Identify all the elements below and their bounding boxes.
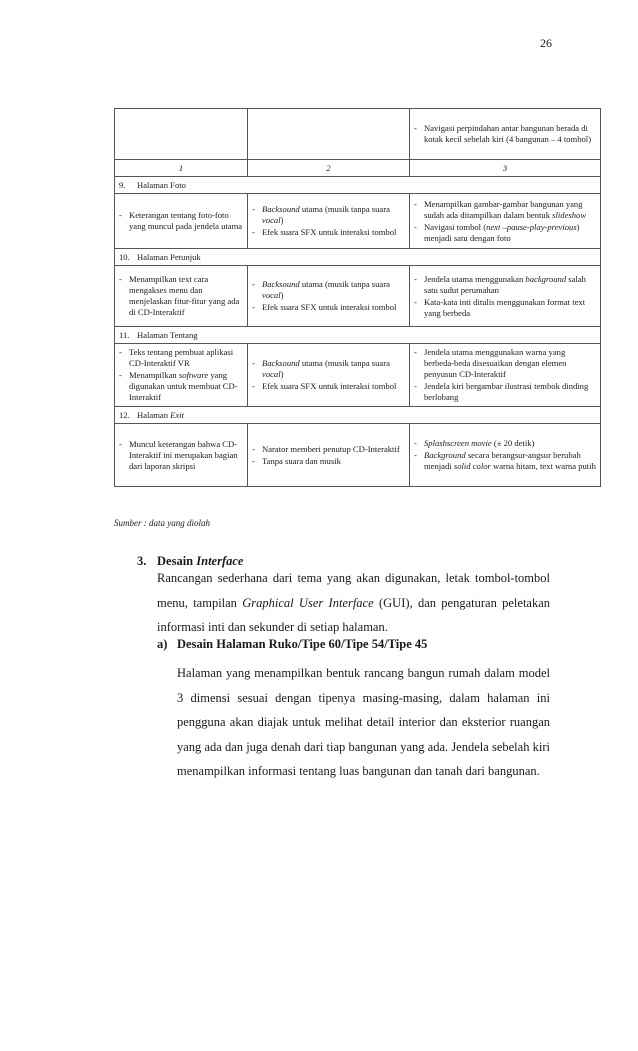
section-title-cell (115, 327, 601, 344)
bullet-item: - Backsound utama (musik tanpa suara vocal) (252, 358, 405, 380)
subsection-heading (157, 637, 427, 652)
subsection-paragraph: Halaman yang menampilkan bentuk rancang bangun rumah dalam model 3 dimensi sesuai dengan tipenya masing-masing, dalam halaman ini pengguna akan diajak untuk melihat detail interior dan eksterior ruangan yang ada dan juga denah dari tiap bangunan yang ada. Jendela sebelah kiri menampilkan informasi tentang luas bangunan dan tanah dari bangunan. (177, 666, 550, 778)
subsection-number: a) (157, 637, 168, 651)
table-cell (248, 424, 410, 487)
section-row (115, 177, 601, 194)
bullet-item: - Efek suara SFX untuk interaksi tombol (252, 227, 405, 238)
bullet-item: - Kata-kata inti ditulis menggunakan format text yang berbeda (414, 297, 596, 319)
column-header-3: 3 (410, 160, 601, 177)
bullet-item: - Navigasi tombol (next –pause-play-previous) menjadi satu dengan foto (414, 222, 596, 244)
section-row (115, 327, 601, 344)
table-cell (115, 194, 248, 249)
bullet-item: - Backsound utama (musik tanpa suara vocal) (252, 279, 405, 301)
section-title-cell (115, 177, 601, 194)
section-title-cell (115, 249, 601, 266)
section-row (115, 249, 601, 266)
table-row (115, 424, 601, 487)
section-paragraph: Rancangan sederhana dari tema yang akan digunakan, letak tombol-tombol menu, tampilan Graphical User Interface (GUI), dan pengaturan peletakan informasi inti dan sekunder di setiap halaman. (157, 571, 551, 634)
bullet-item: - Jendela utama menggunakan warna yang berbeda-beda disesuaikan dengan elemen penyusun CD-Interaktif (414, 347, 596, 380)
bullet-item: - Jendela kiri bergambar ilustrasi tembok dinding berlobang (414, 381, 596, 403)
table-cell (248, 344, 410, 407)
design-table (114, 108, 601, 487)
table-row (115, 344, 601, 407)
bullet-item: - Narator memberi penutup CD-Interaktif (252, 444, 405, 455)
bullet-item: - Efek suara SFX untuk interaksi tombol (252, 381, 405, 392)
table-cell (248, 266, 410, 327)
table-continuation-row (115, 109, 601, 160)
section-row-title: Halaman Exit (137, 409, 185, 420)
table-cell (115, 424, 248, 487)
column-header-2: 2 (248, 160, 410, 177)
table-cell (410, 424, 601, 487)
bullet-item: - Efek suara SFX untuk interaksi tombol (252, 302, 405, 313)
section-title-cell (115, 407, 601, 424)
section-number: 3. (137, 554, 147, 568)
table-sections (115, 177, 601, 487)
table-cell (410, 109, 601, 160)
section-row (115, 407, 601, 424)
table-row (115, 266, 601, 327)
bullet-item: - Keterangan tentang foto-foto yang muncul pada jendela utama (119, 210, 243, 232)
section-title-italic: Interface (196, 554, 244, 568)
bullet-item: - Splashscreen movie (± 20 detik) (414, 438, 596, 449)
section-row-title: Halaman Petunjuk (137, 251, 201, 262)
bullet-item: - Background secara berangsur-angsur berubah menjadi solid color warna hitam, text warna putih (414, 450, 596, 472)
column-header-1: 1 (115, 160, 248, 177)
bullet-item: - Backsound utama (musik tanpa suara vocal) (252, 204, 405, 226)
section-row-number: 11. (119, 329, 130, 340)
table-cell (410, 194, 601, 249)
table-cell (248, 194, 410, 249)
table-header-row (115, 160, 601, 177)
table-cell (115, 109, 248, 160)
table-source: Sumber : data yang diolah (114, 518, 210, 528)
bullet-item: - Menampilkan software yang digunakan untuk membuat CD-Interaktif (119, 370, 243, 403)
bullet-item: - Muncul keterangan bahwa CD-Interaktif ini merupakan bagian dari laporan skripsi (119, 439, 243, 472)
subsection-title: Desain Halaman Ruko/Tipe 60/Tipe 54/Tipe 45 (177, 637, 428, 651)
section-row-title: Halaman Tentang (137, 329, 198, 340)
section-title: Desain (157, 554, 197, 568)
table-cell (410, 344, 601, 407)
section-row-title: Halaman Foto (137, 179, 186, 190)
section-row-number: 9. (119, 179, 126, 190)
bullet-item: - Tanpa suara dan musik (252, 456, 405, 467)
section-row-number: 10. (119, 251, 130, 262)
bullet-item: - Menampilkan text cara mengakses menu dan menjelaskan fitur-fitur yang ada di CD-Interaktif (119, 274, 243, 318)
bullet-item: - Menampilkan gambar-gambar bangunan yang sudah ada ditampilkan dalam bentuk slideshow (414, 199, 596, 221)
bullet-item: - Navigasi perpindahan antar bangunan berada di kotak kecil sebelah kiri (4 bangunan – 4 tombol) (414, 123, 596, 145)
table-cell (410, 266, 601, 327)
bullet-item: - Jendela utama menggunakan background salah satu sudut perumahan (414, 274, 596, 296)
table-cell (248, 109, 410, 160)
page-number: 26 (540, 36, 552, 50)
bullet-item: - Teks tentang pembuat aplikasi CD-Interaktif VR (119, 347, 243, 369)
table-row (115, 194, 601, 249)
section-row-number: 12. (119, 409, 130, 420)
table-cell (115, 344, 248, 407)
table-cell (115, 266, 248, 327)
